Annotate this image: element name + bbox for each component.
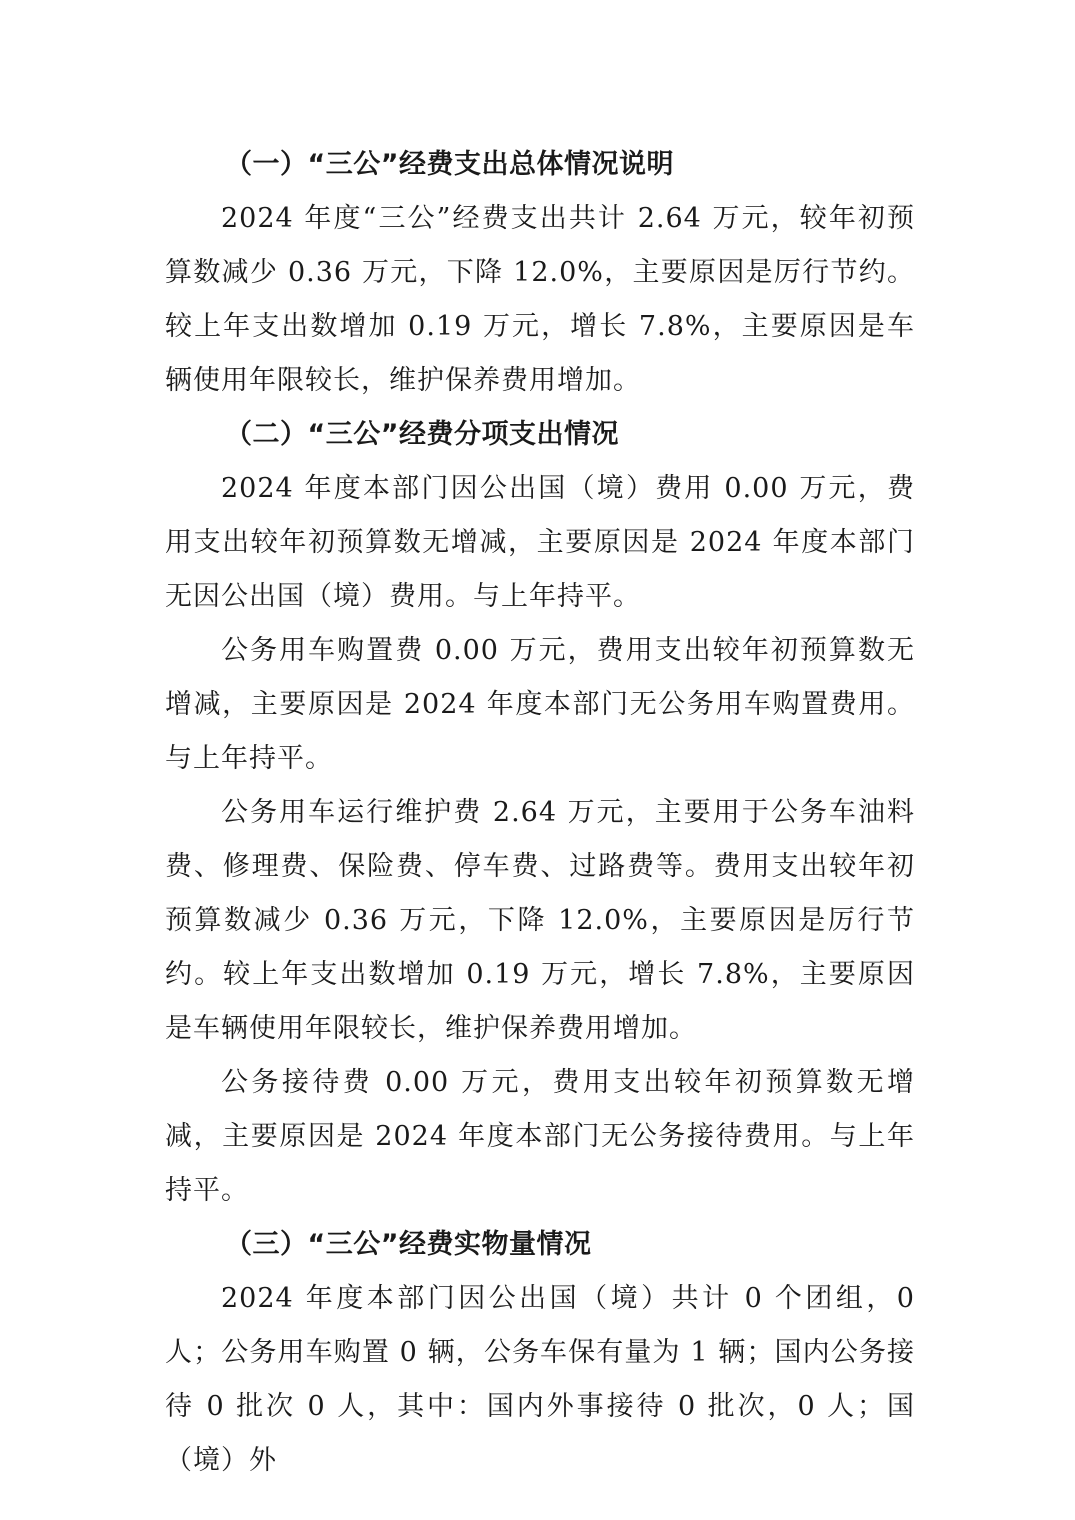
- paragraph-vehicle-operation: 公务用车运行维护费 2.64 万元，主要用于公务车油料费、修理费、保险费、停车费、过路费等。费用支出较年初预算数减少 0.36 万元，下降 12.0%，主要原因是厉行节约。较上年支出数增加 0.19 万元，增长 7.8%，主要原因是车辆使用年限较长，维护保养费用增加。: [165, 797, 915, 1044]
- paragraph-physical-quantity: 2024 年度本部门因公出国（境）共计 0 个团组，0 人；公务用车购置 0 辆，公务车保有量为 1 辆；国内公务接待 0 批次 0 人，其中：国内外事接待 0 批次，0 人；国（境）外: [165, 1283, 915, 1476]
- section-heading-overall: （一）“三公”经费支出总体情况说明: [225, 149, 674, 180]
- section-heading-itemized: （二）“三公”经费分项支出情况: [225, 419, 619, 450]
- document-page: [165, 138, 915, 1488]
- paragraph-overseas-travel: 2024 年度本部门因公出国（境）费用 0.00 万元，费用支出较年初预算数无增减，主要原因是 2024 年度本部门无因公出国（境）费用。与上年持平。: [165, 473, 915, 612]
- paragraph-overall-summary: 2024 年度“三公”经费支出共计 2.64 万元，较年初预算数减少 0.36 万元，下降 12.0%，主要原因是厉行节约。较上年支出数增加 0.19 万元，增长 7.8%，主要原因是车辆使用年限较长，维护保养费用增加。: [165, 203, 915, 396]
- section-heading-physical-quantity: （三）“三公”经费实物量情况: [225, 1229, 592, 1260]
- paragraph-official-reception: 公务接待费 0.00 万元，费用支出较年初预算数无增减，主要原因是 2024 年度本部门无公务接待费用。与上年持平。: [165, 1067, 915, 1206]
- paragraph-vehicle-purchase: 公务用车购置费 0.00 万元，费用支出较年初预算数无增减，主要原因是 2024 年度本部门无公务用车购置费用。与上年持平。: [165, 635, 915, 774]
